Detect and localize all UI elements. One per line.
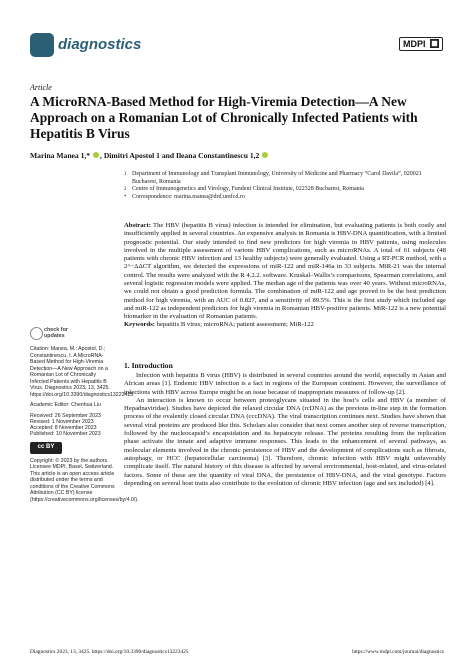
publisher-name: MDPI <box>402 39 426 49</box>
copyright-notice: Copyright: © 2023 by the authors. Licensee MDPI, Basel, Switzerland. This article is an open access article distributed under the terms and conditions of the Creative Commons Attribution (CC BY) license (https://creativecommons.org/licenses/by/4.0/). <box>30 457 139 503</box>
article-type: Article <box>30 83 52 92</box>
abstract <box>124 222 446 322</box>
author-list: Marina Manea 1,* , Dimitri Apostol 1 and Ileana Constantinescu 1,2 <box>30 151 269 160</box>
cc-by-license-icon[interactable]: cc BY <box>30 442 62 454</box>
affiliation: 2 Centre of Immunogenetics and Virology, Fundeni Clinical Institute, 022328 Bucharest, Romania <box>124 186 364 193</box>
author-name[interactable]: Ileana Constantinescu 1,2 <box>175 151 260 160</box>
journal-logo-icon <box>30 33 54 57</box>
footer-citation: Diagnostics 2023, 13, 3425. https://doi.org/10.3390/diagnostics13223425 <box>30 649 189 655</box>
date-accepted: Accepted: 8 November 2023 <box>30 425 97 432</box>
academic-editor: Academic Editor: Chenhua Liu <box>30 402 101 408</box>
publisher-logo[interactable] <box>399 37 443 51</box>
date-revised: Revised: 1 November 2023 <box>30 418 94 425</box>
paragraph: Infection with hepatitis B virus (HBV) is distributed in several countries around the world, especially in Asian and African areas [1]. Endemic HBV infection is a fact in regions of the European continent. However, the surveillance of infections with HBV across Europe might be an issue because of inappropriate measures of follow-up [2]. <box>124 372 446 396</box>
footer-url[interactable]: https://www.mdpi.com/journal/diagnostics <box>352 649 444 655</box>
date-published: Published: 10 November 2023 <box>30 431 101 438</box>
correspondence: * Correspondence: marina.manea@drd.umfcd.ro <box>124 193 245 200</box>
section-heading: 1. Introduction <box>124 361 173 370</box>
orcid-icon[interactable] <box>262 152 268 158</box>
article-title: A MicroRNA-Based Method for High-Viremia Detection—A New Approach on a Romanian Lot of Chronically Infected Patients with Hepatitis B Virus <box>30 94 418 141</box>
affiliation: 1 Department of Immunology and Transplant Immunology, University of Medicine and Pharmacy “Carol Davila”, 020021 Bucharest, Romania <box>124 171 422 185</box>
keywords-label: Keywords: <box>124 321 155 328</box>
author-name[interactable]: Marina Manea 1,* <box>30 151 91 160</box>
publication-dates <box>30 413 116 438</box>
orcid-icon[interactable] <box>93 152 99 158</box>
keywords <box>124 321 446 329</box>
introduction-body <box>124 372 446 488</box>
author-separator: and <box>161 151 175 160</box>
keywords-text: hepatitis B virus; microRNA; patient assessment; MiR-122 <box>156 321 314 328</box>
check-updates-icon[interactable] <box>30 327 43 340</box>
sidebar <box>30 346 139 507</box>
citation: Citation: Manea, M.; Apostol, D.; Constantinescu, I. A MicroRNA-Based Method for High-Viremia Detection—A New Approach on a Romanian Lot of Chronically Infected Patients with Hepatitis B Virus. Diagnostics 2023, 13, 3425. https://doi.org/10.3390/diagnostics13223425 <box>30 346 134 398</box>
publisher-mark-icon <box>430 39 439 48</box>
author-name[interactable]: Dimitri Apostol 1 <box>103 151 160 160</box>
abstract-label: Abstract: <box>124 222 151 229</box>
affiliations <box>124 171 444 201</box>
paragraph: An interaction is known to occur between proteoglycans situated in the host’s cells and HBV (a member of Hepadnaviridae). Studies have depicted the relaxed circular DNA (rcDNA) as the previous in-line step in the formation process of the ovalently closed circular DNA (cccDNA). The viral transcription continues next. Studies have shown that several viral proteins are produced like this. Scholars also consider that next comes another step of reverse transcription, followed by the nucleocapsid’s encapsidation and its hepatocyte release. The proteins resulting from the replication phase activate the innate and adaptive immune responses. This leads to the enhancement of several pathways, as molecular elements involved in the chronic persistence of HBV and the development of complications such as fibrosis, autophagy, or HCC (hepatocellular carcinoma) [3]. Therefore, chronic infection with HBV might unfavorably complicate itself. The natural history of this disease is affected by several environmental, host-related, and virus-related factors. Some of these are the quantity of viral DNA, the persistence of HBV-DNA, and the viral genotype. Factors depending on several host traits also contribute to the evolution of chronic HBV infection (age and sex included) [4]. <box>124 396 446 487</box>
journal-name[interactable]: diagnostics <box>58 36 142 53</box>
abstract-text: The HBV (hepatitis B virus) infection is intended for elimination, but evaluating patients is both costly and insufficiently applied in several countries. An expensive analysis in Romania is HBV-DNA quantification, with a limited prognostic potential. Our study intended to find new predictors for high viremia in HBV patients, using molecules involved in the multiple assessment of various HBV complications, such as microRNAs. A total of 61 subjects (48 patients with chronic HBV infection and 13 healthy subjects) were generally evaluated. Using a RT-PCR method, with a 2^−ΔΔCT algorithm, we detected the expressions of miR-122 and miR-146a in 33 subjects. MiR-21 was the internal control. The results were analyzed with the R 4.2.2. software. Kruskal–Wallis’s comparisons, Spearman correlations, and several logistic regression models were applied. The median age of the patients was over 40 years. Without microRNAs, we could not obtain a good prediction formula. The combination of miR-122 and age proved to be the best prediction method for high viremia, with an AUC of 0.827, and a sensitivity of 89.5%. This is the first study which included age and miR-122 as independent predictors for high viremia in Romanian HBV-positive patients. MiR-122 is a new potential biomarker in the evaluation of Romanian patients. <box>124 222 446 321</box>
check-updates-label[interactable]: check for updates <box>44 327 68 339</box>
date-received: Received: 26 September 2023 <box>30 412 101 419</box>
